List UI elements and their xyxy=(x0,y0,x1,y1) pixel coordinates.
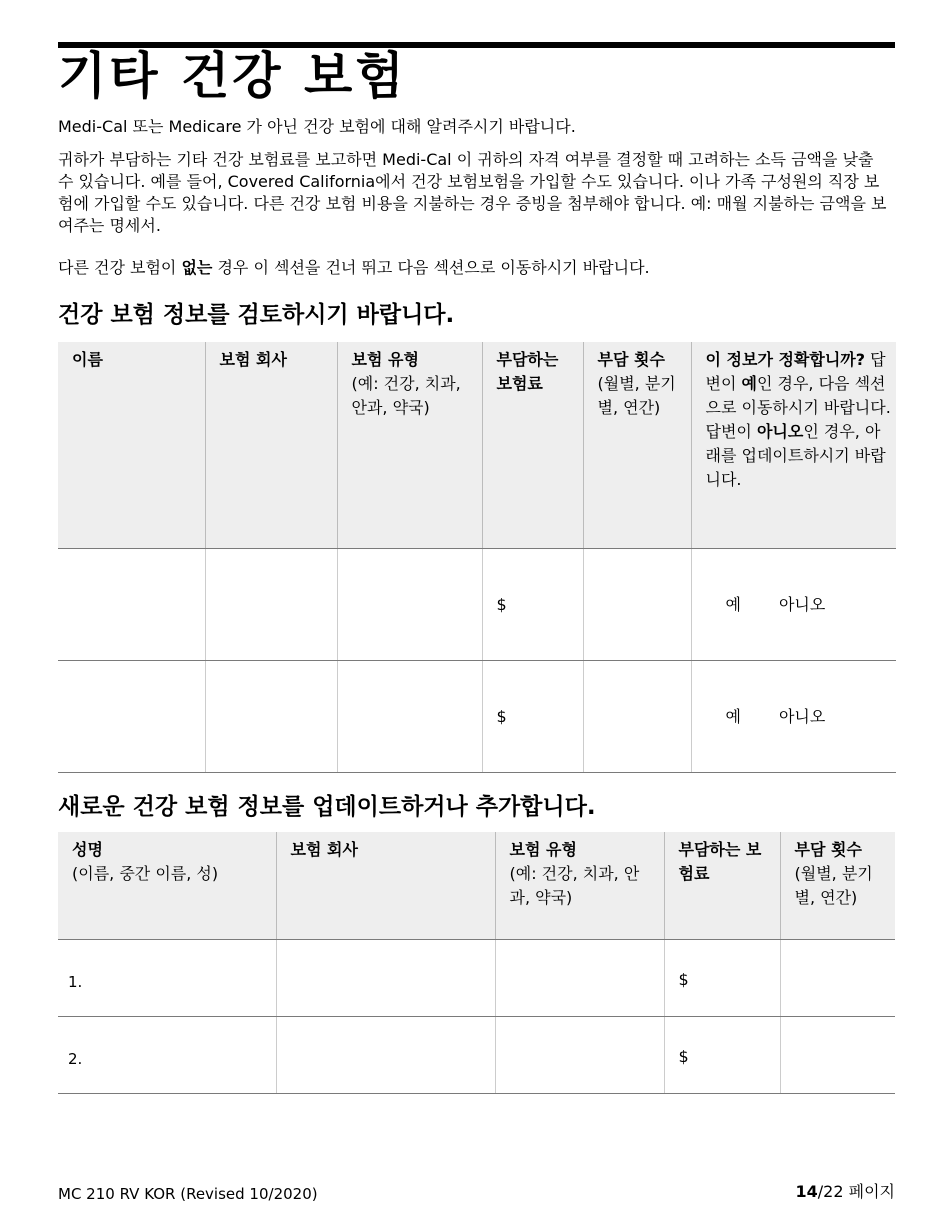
frequency-cell[interactable] xyxy=(780,939,895,1016)
name-cell[interactable] xyxy=(58,660,205,772)
header-company: 보험 회사 xyxy=(205,342,337,548)
skip-text-before: 다른 건강 보험이 xyxy=(58,258,182,277)
update-table xyxy=(58,832,895,1094)
frequency-cell[interactable] xyxy=(780,1016,895,1093)
type-cell[interactable] xyxy=(495,939,664,1016)
yes-option[interactable]: 예 xyxy=(725,706,741,726)
header-company: 보험 회사 xyxy=(276,832,495,939)
premium-cell[interactable]: $ xyxy=(482,548,583,660)
company-cell[interactable] xyxy=(205,548,337,660)
type-cell[interactable] xyxy=(337,660,482,772)
page-title: 기타 건강 보험 xyxy=(58,47,407,105)
skip-text-bold: 없는 xyxy=(181,258,213,277)
company-cell[interactable] xyxy=(276,1016,495,1093)
table-row xyxy=(58,548,896,660)
frequency-cell[interactable] xyxy=(583,548,691,660)
no-option[interactable]: 아니오 xyxy=(778,706,826,726)
company-cell[interactable] xyxy=(205,660,337,772)
header-type: 보험 유형 (예: 건강, 치과, 안과, 약국) xyxy=(495,832,664,939)
table-row xyxy=(58,660,896,772)
fullname-cell[interactable] xyxy=(58,1016,276,1093)
company-cell[interactable] xyxy=(276,939,495,1016)
header-frequency: 부담 횟수 (월별, 분기별, 연간) xyxy=(583,342,691,548)
premium-cell[interactable]: $ xyxy=(664,939,780,1016)
row-number: 2. xyxy=(68,1049,83,1068)
no-option[interactable]: 아니오 xyxy=(778,594,826,614)
skip-text-after: 경우 이 섹션을 건너 뛰고 다음 섹션으로 이동하시기 바랍니다. xyxy=(212,258,650,277)
intro-line: Medi-Cal 또는 Medicare 가 아닌 건강 보험에 대해 알려주시기 바랍니다. xyxy=(58,117,576,136)
header-name: 이름 xyxy=(58,342,205,548)
header-premium: 부담하는 보험료 xyxy=(664,832,780,939)
header-frequency: 부담 횟수 (월별, 분기별, 연간) xyxy=(780,832,895,939)
name-cell[interactable] xyxy=(58,548,205,660)
skip-instruction xyxy=(58,257,893,279)
table-row xyxy=(58,1016,895,1093)
premium-cell[interactable]: $ xyxy=(664,1016,780,1093)
frequency-cell[interactable] xyxy=(583,660,691,772)
yes-option[interactable]: 예 xyxy=(725,594,741,614)
form-id: MC 210 RV KOR (Revised 10/2020) xyxy=(58,1185,318,1203)
review-table xyxy=(58,342,896,773)
fullname-cell[interactable] xyxy=(58,939,276,1016)
type-cell[interactable] xyxy=(337,548,482,660)
update-heading: 새로운 건강 보험 정보를 업데이트하거나 추가합니다. xyxy=(58,794,596,820)
premium-cell[interactable]: $ xyxy=(482,660,583,772)
header-premium: 부담하는 보험료 xyxy=(482,342,583,548)
page-number: 14/22 페이지 xyxy=(795,1182,895,1201)
review-heading: 건강 보험 정보를 검토하시기 바랍니다. xyxy=(58,302,455,328)
correct-choice-cell xyxy=(691,548,896,660)
type-cell[interactable] xyxy=(495,1016,664,1093)
table-row xyxy=(58,939,895,1016)
header-type: 보험 유형 (예: 건강, 치과, 안과, 약국) xyxy=(337,342,482,548)
row-number: 1. xyxy=(68,972,83,991)
intro-paragraph: 귀하가 부담하는 기타 건강 보험료를 보고하면 Medi-Cal 이 귀하의 자격 여부를 결정할 때 고려하는 소득 금액을 낮출 수 있습니다. 예를 들어, Covered California에서 건강 보험보험을 가입할 수도 있습니다. 이나 가족 구성원의 직장 보험에 가입할 수도 있습니다. 다른 건강 보험 비용을 지불하는 경우 증빙을 첨부해야 합니다. 예: 매월 지불하는 금액을 보여주는 명세서. xyxy=(58,150,887,235)
correct-choice-cell xyxy=(691,660,896,772)
header-fullname: 성명 (이름, 중간 이름, 성) xyxy=(58,832,276,939)
header-correct: 이 정보가 정확합니까? 답변이 예인 경우, 다음 섹션으로 이동하시기 바랍니다. 답변이 아니오인 경우, 아래를 업데이트하시기 바랍니다. xyxy=(691,342,896,548)
